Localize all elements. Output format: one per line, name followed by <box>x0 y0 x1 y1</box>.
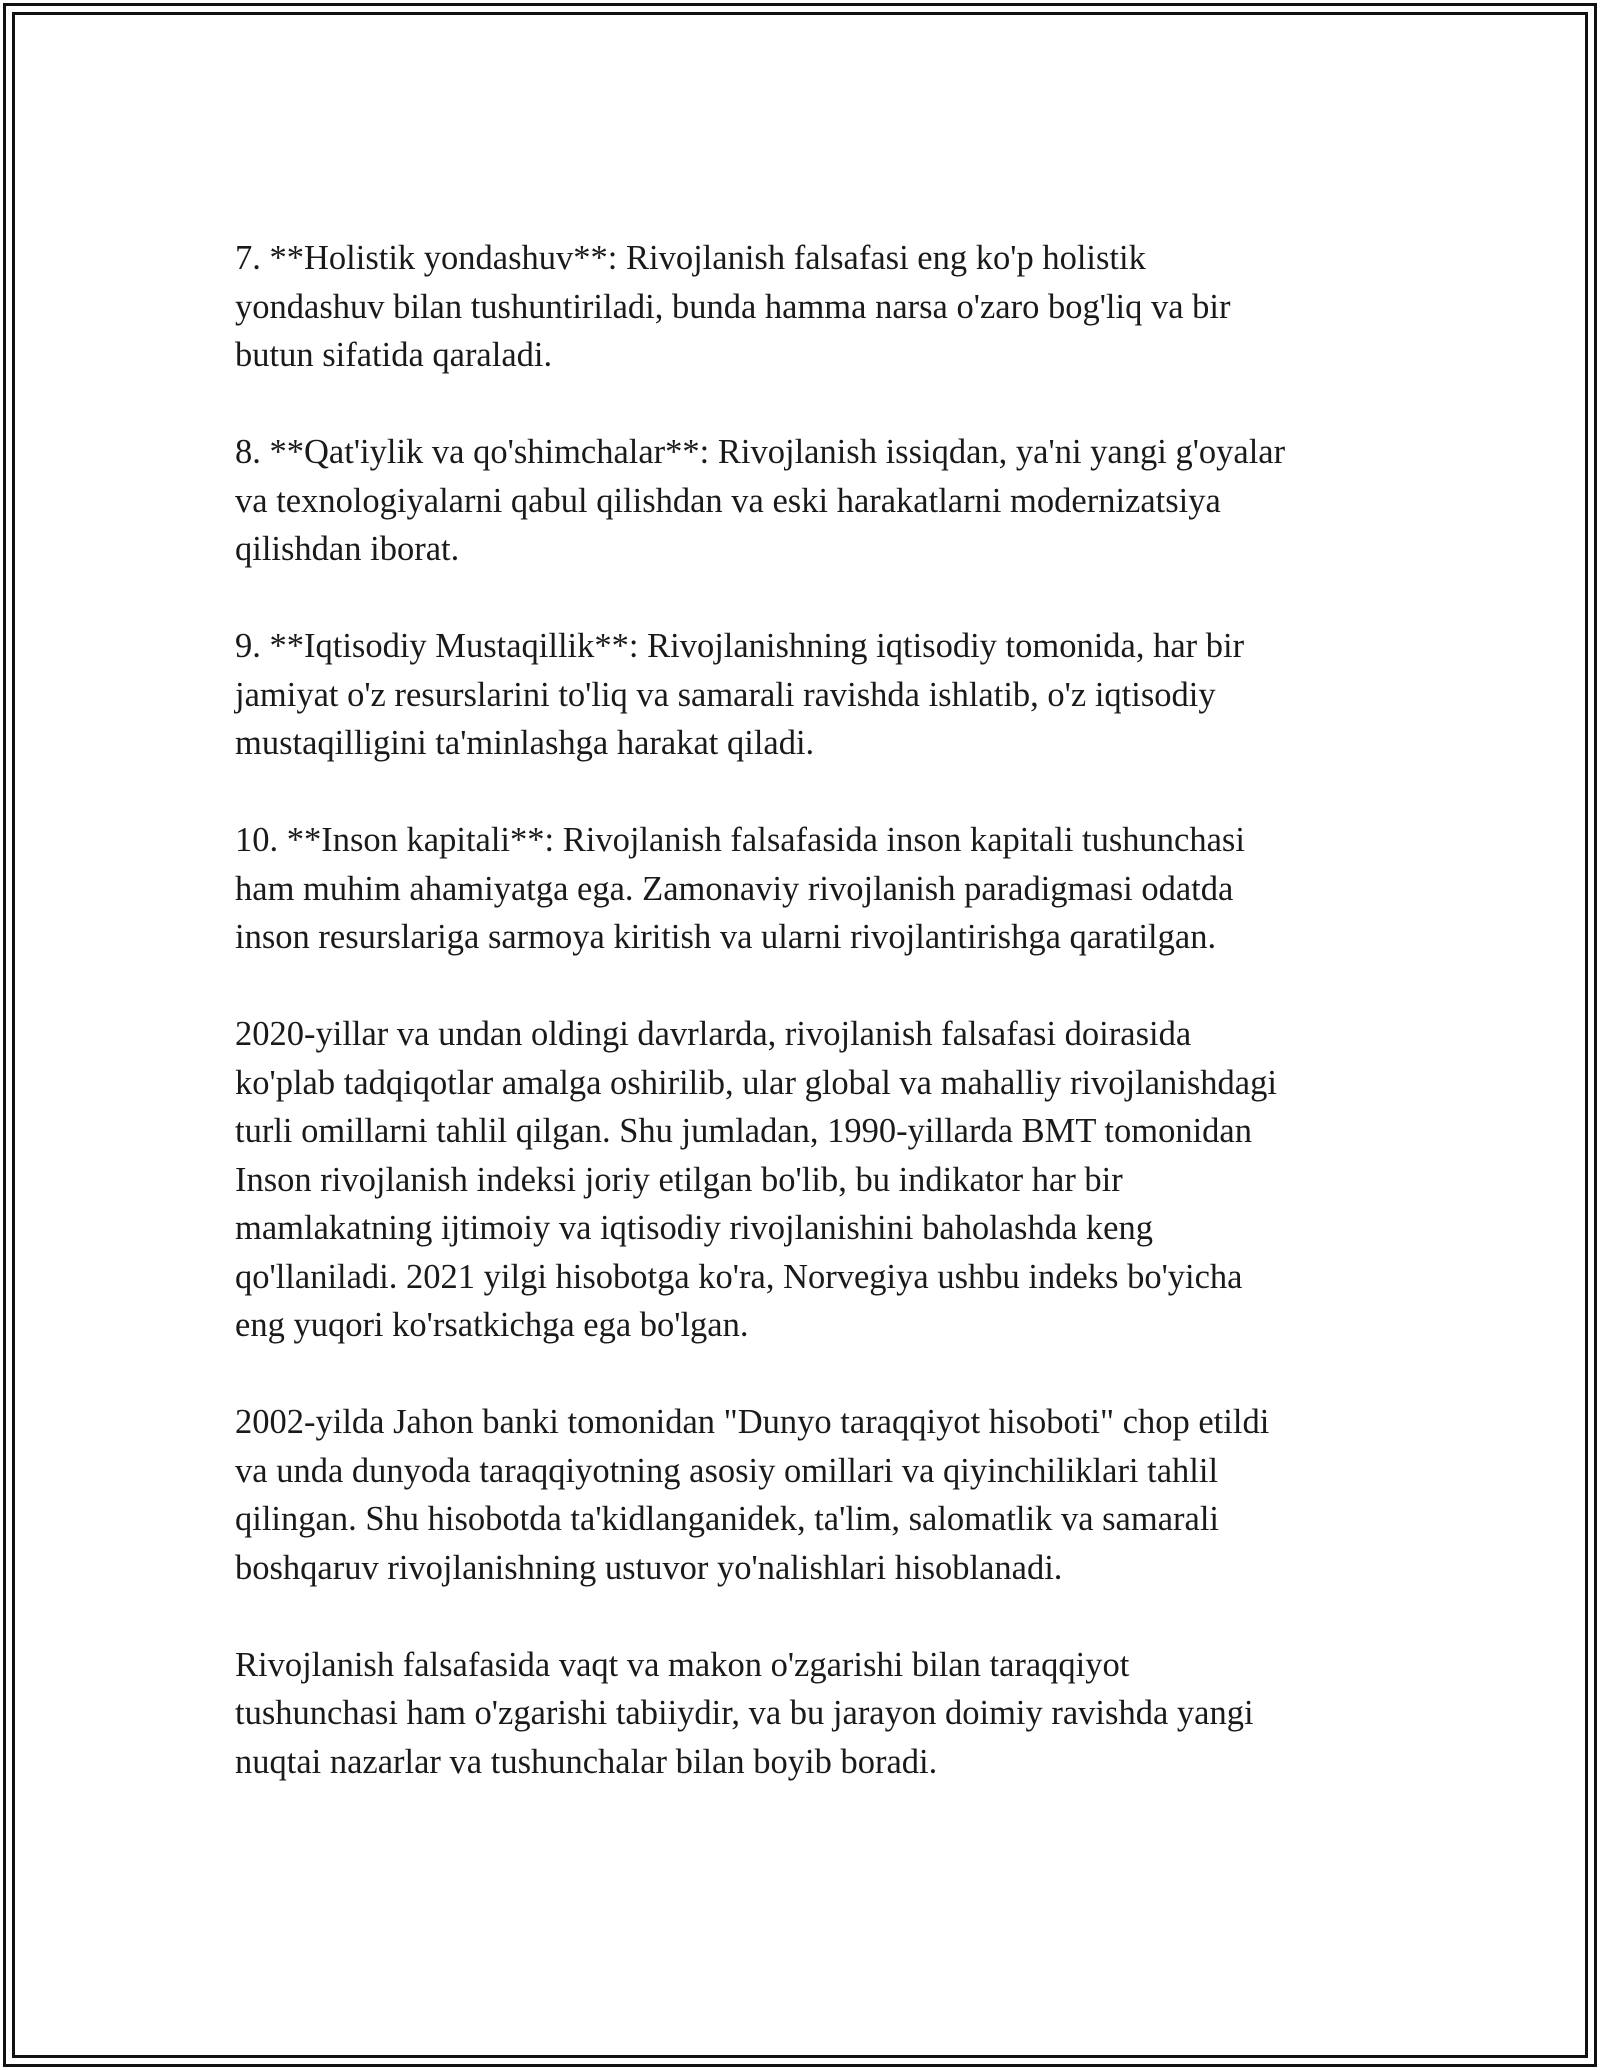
paragraph-conclusion: Rivojlanish falsafasida vaqt va makon o'zgarishi bilan taraqqiyot tushunchasi ham o'zgarishi tabiiydir, va bu jarayon doimiy ravishda yangi nuqtai nazarlar va tushunchalar bilan boyib boradi. <box>235 1645 1254 1781</box>
paragraph-inson-kapitali: 10. **Inson kapitali**: Rivojlanish falsafasida inson kapitali tushunchasi ham muhim ahamiyatga ega. Zamonaviy rivojlanish paradigmasi odatda inson resurslariga sarmoya kiritish va ularni rivojlantirishga qaratilgan. <box>235 821 1245 956</box>
paragraph-qatiylik: 8. **Qat'iylik va qo'shimchalar**: Rivojlanish issiqdan, ya'ni yangi g'oyalar va texnologiyalarni qabul qilishdan va eski harakatlarni modernizatsiya qilishdan iborat. <box>235 433 1286 568</box>
paragraph-2002-yilda: 2002-yilda Jahon banki tomonidan "Dunyo taraqqiyot hisoboti" chop etildi va unda dunyoda taraqqiyotning asosiy omillari va qiyinchiliklari tahlil qilingan. Shu hisobotda ta'kidlanganidek, ta'lim, salomatlik va samarali boshqaruv rivojlanishning ustuvor yo'nalishlari hisoblanadi. <box>235 1403 1270 1587</box>
paragraph-holistik-yondashuv: 7. **Holistik yondashuv**: Rivojlanish falsafasi eng ko'p holistik yondashuv bilan tushuntiriladi, bunda hamma narsa o'zaro bog'liq va bir butun sifatida qaraladi. <box>235 239 1231 374</box>
paragraph-iqtisodiy-mustaqillik: 9. **Iqtisodiy Mustaqillik**: Rivojlanishning iqtisodiy tomonida, har bir jamiyat o'z resurslarini to'liq va samarali ravishda ishlatib, o'z iqtisodiy mustaqilligini ta'minlashga harakat qiladi. <box>235 627 1245 762</box>
document-body <box>235 234 1365 1835</box>
paragraph-2020-yillar: 2020-yillar va undan oldingi davrlarda, rivojlanish falsafasi doirasida ko'plab tadqiqotlar amalga oshirilib, ular global va mahalliy rivojlanishdagi turli omillarni tahlil qilgan. Shu jumladan, 1990-yillarda BMT tomonidan Inson rivojlanish indeksi joriy etilgan bo'lib, bu indikator har bir mamlakatning ijtimoiy va iqtisodiy rivojlanishini baholashda keng qo'llaniladi. 2021 yilgi hisobotga ko'ra, Norvegiya ushbu indeks bo'yicha eng yuqori ko'rsatkichga ega bo'lgan. <box>235 1015 1277 1344</box>
